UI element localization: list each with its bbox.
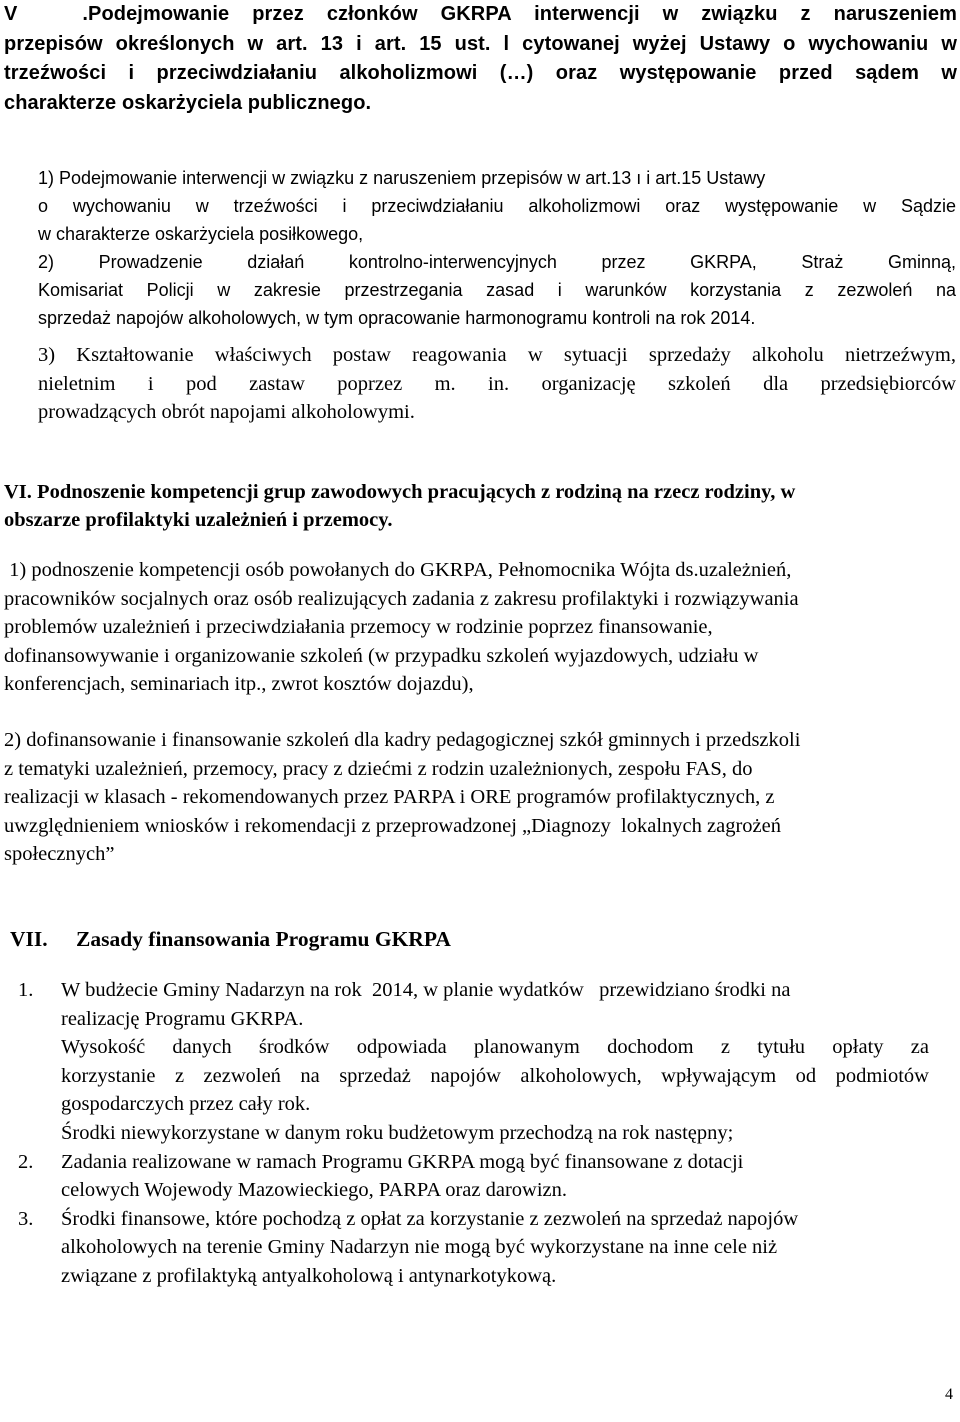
section-vi-number: VI. — [4, 481, 32, 503]
page-number: 4 — [945, 1386, 953, 1403]
vi-item-1-line5: konferencjach, seminariach itp., zwrot kosztów dojazdu), — [4, 673, 474, 696]
section-v-title-line4: charakterze oskarżyciela publicznego. — [4, 91, 372, 114]
vi-item-1-line1: 1) podnoszenie kompetencji osób powołanych do GKRPA, Pełnomocnika Wójta ds.uzależnień, — [4, 559, 792, 581]
list-item-line: Środki finansowe, które pochodzą z opłat za korzystanie z zezwoleń na sprzedaż napojów — [61, 1207, 799, 1230]
section-vi-title-line1: Podnoszenie kompetencji grup zawodowych pracujących z rodziną na rzecz rodziny, w — [31, 481, 796, 503]
vi-item-2-line3: realizacji w klasach - rekomendowanych przez PARPA i ORE programów profilaktycznych, z — [4, 786, 775, 809]
section-v-title-line3: trzeźwości i przeciwdziałaniu alkoholizmowi (…) oraz występowanie przed sądem w — [4, 62, 957, 84]
v-item-3-line3: prowadzących obrót napojami alkoholowymi. — [38, 401, 415, 424]
v-item-3-line1: 3) Kształtowanie właściwych postaw reagowania w sytuacji sprzedaży alkoholu nietrzeźwym, — [38, 344, 956, 366]
vi-item-2-line2: z tematyki uzależnień, przemocy, pracy z dziećmi z rodzin uzależnionych, zespołu FAS, do — [4, 757, 753, 780]
list-item — [0, 1148, 960, 1205]
list-item-line: celowych Wojewody Mazowieckiego, PARPA oraz darowizn. — [61, 1179, 568, 1202]
list-item-line: Wysokość danych środków odpowiada planowanym dochodom z tytułu opłaty za — [61, 1036, 929, 1059]
section-v-heading-line — [4, 0, 957, 30]
list-item-number: 2. — [18, 1150, 34, 1173]
list-item-text — [61, 1205, 929, 1291]
list-item-line: związane z profilaktyką antyalkoholową i antynarkotykową. — [61, 1264, 557, 1287]
list-item-text — [61, 1148, 929, 1205]
section-v-number: V . — [4, 3, 88, 25]
list-item-line: Środki niewykorzystane w danym roku budżetowym przechodzą na rok następny; — [61, 1121, 734, 1144]
v-item-1-line3: w charakterze oskarżyciela posiłkowego, — [38, 224, 364, 244]
list-item-line: realizację Programu GKRPA. — [61, 1007, 304, 1030]
section-v-title-line2: przepisów określonych w art. 13 i art. 15 ust. l cytowanej wyżej Ustawy o wychowaniu w — [4, 32, 957, 55]
v-item-1-line2: o wychowaniu w trzeźwości i przeciwdziałaniu alkoholizmowi oraz występowanie w Sądzie — [38, 196, 956, 216]
section-v-heading — [4, 0, 957, 118]
v-items-block — [38, 192, 956, 332]
vi-item-2-line4: uwzględnieniem wniosków i rekomendacji z przeprowadzonej „Diagnozy lokalnych zagrożeń — [4, 814, 781, 837]
list-item-text — [61, 976, 929, 1148]
list-item-number: 1. — [18, 979, 34, 1001]
v-item-3-line2: nieletnim i pod zastaw poprzez m. in. organizację szkoleń dla przedsiębiorców — [38, 372, 956, 395]
v-item-2-line2: Komisariat Policji w zakresie przestrzegania zasad i warunków korzystania z zezwoleń na — [38, 280, 956, 300]
section-vii-number: VII. — [10, 927, 48, 951]
list-item-line: gospodarczych przez cały rok. — [61, 1093, 311, 1116]
section-vii-heading — [10, 924, 451, 954]
list-item — [0, 976, 960, 1148]
section-vii-title: Zasady finansowania Programu GKRPA — [76, 927, 451, 951]
v-item-2-line1: 2) Prowadzenie działań kontrolno-interwencyjnych przez GKRPA, Straż Gminną, — [38, 252, 956, 272]
list-item-line: Zadania realizowane w ramach Programu GKRPA mogą być finansowane z dotacji — [61, 1150, 744, 1173]
vi-item-2-line1: 2) dofinansowanie i finansowanie szkoleń dla kadry pedagogicznej szkół gminnych i przedszkoli — [4, 729, 801, 751]
vi-item-1-line2: pracowników socjalnych oraz osób realizujących zadania z zakresu profilaktyki i rozwiązywania — [4, 587, 799, 610]
vi-item-2 — [4, 726, 957, 869]
section-v-title-line1: Podejmowanie przez członków GKRPA interwencji w związku z naruszeniem — [88, 3, 957, 25]
v-item-2-line3: sprzedaż napojów alkoholowych, w tym opracowanie harmonogramu kontroli na rok 2014. — [38, 308, 756, 328]
list-item-line: korzystanie z zezwoleń na sprzedaż napojów alkoholowych, wpływającym od podmiotów — [61, 1064, 929, 1087]
list-item — [0, 1205, 960, 1291]
list-item-line: alkoholowych na terenie Gminy Nadarzyn nie mogą być wykorzystane na inne cele niż — [61, 1236, 778, 1259]
vi-item-1-line3: problemów uzależnień i przeciwdziałania przemocy w rodzinie poprzez finansowanie, — [4, 616, 713, 639]
section-vi-heading-line — [4, 478, 957, 506]
list-item-number: 3. — [18, 1207, 34, 1230]
section-vi-title-line2: obszarze profilaktyki uzależnień i przemocy. — [4, 509, 393, 531]
v-item-3 — [38, 341, 956, 427]
section-vii-list — [0, 976, 960, 1291]
vi-item-2-line5: społecznych” — [4, 843, 115, 866]
vi-item-1 — [4, 556, 957, 699]
vi-item-1-line4: dofinansowywanie i organizowanie szkoleń (w przypadku szkoleń wyjazdowych, udziału w — [4, 644, 759, 667]
list-item-line: W budżecie Gminy Nadarzyn na rok 2014, w planie wydatków przewidziano środki na — [61, 979, 791, 1001]
v-item-1-line1: 1) Podejmowanie interwencji w związku z naruszeniem przepisów w art.13 ı i art.15 Ustawy — [38, 168, 766, 188]
section-vi-heading — [4, 478, 957, 534]
